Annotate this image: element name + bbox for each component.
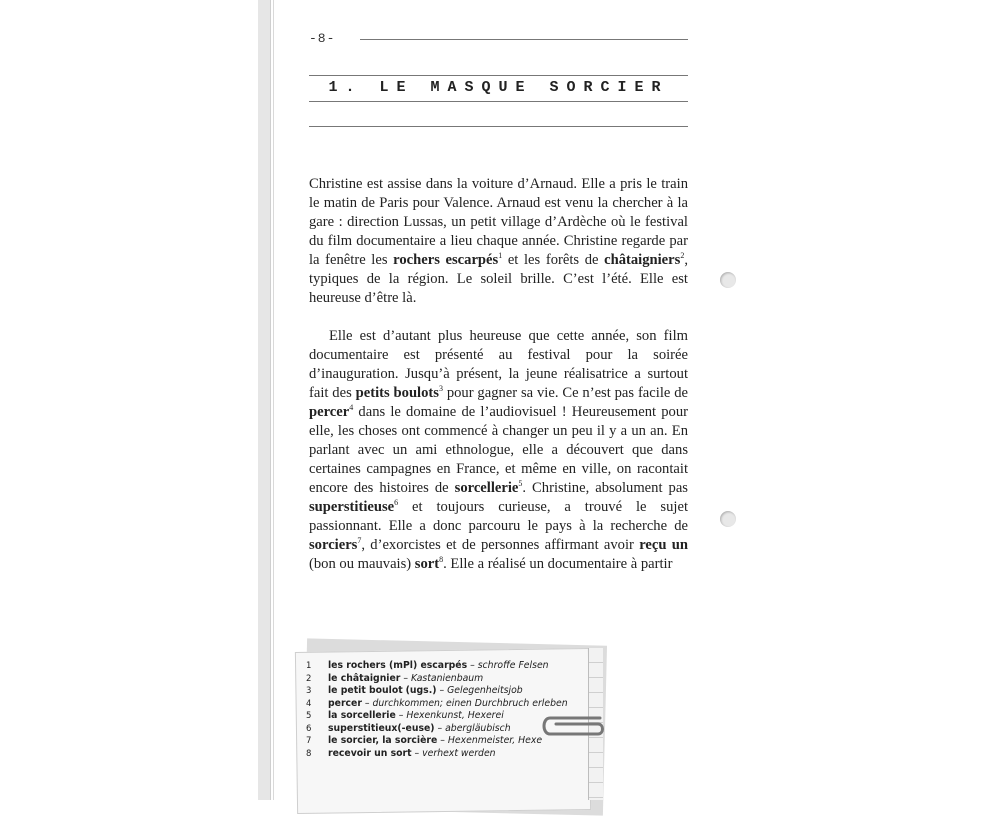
vocabulary-list — [306, 660, 591, 760]
vocab-number: 2 — [306, 673, 312, 684]
vocab-number: 1 — [306, 661, 312, 671]
vocab-translation: abergläubisch — [445, 722, 511, 734]
paragraph-1 — [309, 175, 688, 308]
title-rule-middle — [309, 101, 688, 102]
vocab-number: 3 — [306, 686, 312, 696]
vocab-term-highlight: rochers escarpés — [393, 252, 499, 268]
chapter-title: 1. LE MASQUE SORCIER — [328, 79, 669, 96]
paragraph-2-text: Elle est d’autant plus heureuse que cette année, son film documentaire est présenté au festival pour la soirée d’inauguration. Jusqu’à présent, la jeune réalisatrice a surtout fait des — [309, 328, 688, 401]
paragraph-2-text: , d’exorcistes et de personnes affirmant avoir — [361, 537, 640, 553]
binder-strip — [258, 0, 271, 800]
vocab-item — [306, 698, 591, 711]
paragraph-2-text: dans le domaine de l’audiovisuel ! Heureusement pour elle, les choses ont commencé à changer un peu il y a un an. En parlant avec un ami ethnologue, elle a découvert que dans certaines campagnes en France, et même en ville, on racontait encore des histoires de — [309, 404, 688, 496]
paperclip-icon — [538, 712, 608, 742]
vocab-term-highlight: sorciers — [309, 537, 358, 553]
vocab-item — [306, 748, 591, 761]
paragraph-2-text: et toujours curieuse, a trouvé le sujet passionnant. Elle a donc parcouru le pays à la recherche de — [309, 499, 688, 534]
vocab-number: 6 — [306, 723, 312, 734]
vocab-item — [306, 685, 591, 698]
paragraph-2-text: . Elle a réalisé un documentaire à partir — [443, 556, 673, 572]
vocab-term-highlight: sort — [414, 556, 440, 572]
footnote-marker: 6 — [394, 498, 399, 508]
vocab-translation: Gelegenheitsjob — [447, 685, 523, 696]
vocab-note: (ugs.) — [405, 685, 437, 696]
vocab-term-highlight: sorcellerie — [454, 480, 519, 496]
vocab-item — [306, 660, 591, 673]
footnote-marker: 3 — [438, 384, 443, 394]
vocab-separator: – — [434, 722, 446, 734]
vocab-separator: – — [361, 697, 373, 709]
vocab-term-highlight: superstitieuse — [309, 499, 395, 515]
vocab-term: la sorcellerie — [328, 710, 396, 721]
vocab-translation: Hexenkunst, Hexerei — [406, 710, 504, 721]
vocab-term: les rochers (mPl) escarpés — [328, 660, 468, 671]
page-number-rule — [360, 39, 688, 40]
vocab-separator: – — [411, 747, 423, 759]
vocab-translation: Hexenmeister, Hexe — [447, 735, 543, 746]
vocab-number: 8 — [306, 748, 312, 759]
vocab-translation: verhext werden — [422, 747, 496, 759]
footnote-marker: 7 — [357, 536, 362, 546]
vocab-separator: – — [400, 672, 411, 684]
vocab-number: 5 — [306, 711, 312, 721]
paragraph-1-text: , typiques de la région. Le soleil brille. C’est l’été. Elle est heureuse d’être là. — [309, 252, 688, 306]
paragraph-2 — [309, 327, 688, 574]
vocab-translation: Kastanienbaum — [410, 672, 484, 684]
vocab-term: superstitieux(-euse) — [328, 722, 435, 734]
paragraph-2-text: pour gagner sa vie. Ce n’est pas facile de — [442, 385, 688, 401]
vocab-separator: – — [467, 660, 478, 671]
vocab-term: recevoir un sort — [328, 747, 412, 759]
vocab-number: 4 — [306, 698, 312, 709]
vocab-separator: – — [436, 685, 448, 696]
vocab-term: le sorcier, la sorcière — [328, 735, 438, 746]
paragraph-2-text: (bon ou mauvais) — [309, 556, 415, 572]
punch-hole-icon — [720, 272, 736, 288]
vocab-translation: durchkommen; einen Durchbruch erleben — [372, 697, 568, 709]
binder-line — [273, 0, 274, 800]
footnote-marker: 1 — [498, 251, 503, 261]
footnote-marker: 4 — [349, 403, 354, 413]
paragraph-1-text: et les forêts de — [502, 252, 605, 268]
vocab-term-highlight: petits boulots — [355, 385, 439, 401]
title-rule-bottom — [309, 126, 688, 127]
vocab-separator: – — [437, 735, 448, 746]
vocab-translation: schroffe Felsen — [477, 660, 549, 671]
vocab-item — [306, 673, 591, 686]
vocab-term: percer — [328, 697, 362, 709]
vocab-separator: – — [395, 710, 407, 721]
footnote-marker: 5 — [518, 479, 523, 489]
vocab-term-highlight: percer — [309, 404, 350, 420]
vocab-term: le châtaignier — [328, 672, 401, 684]
title-rule-top — [309, 75, 688, 76]
vocab-term: le petit boulot — [328, 685, 403, 696]
footnote-marker: 2 — [680, 251, 685, 261]
vocab-number: 7 — [306, 736, 312, 746]
punch-hole-icon — [720, 511, 736, 527]
paragraph-2-text: . Christine, absolument pas — [522, 480, 688, 496]
paragraph-1-text: Christine est assise dans la voiture d’Arnaud. Elle a pris le train le matin de Paris pour Valence. Arnaud est venu la chercher à la gare : direction Lussas, un petit village d’Ardèche où le festival du film documentaire a lieu chaque année. Christine regarde par la fenêtre les — [309, 176, 688, 268]
page-number: -8- — [309, 31, 336, 46]
vocab-term-highlight: reçu un — [639, 537, 688, 553]
footnote-marker: 8 — [439, 555, 444, 565]
vocab-term-highlight: châtaigniers — [604, 252, 681, 268]
